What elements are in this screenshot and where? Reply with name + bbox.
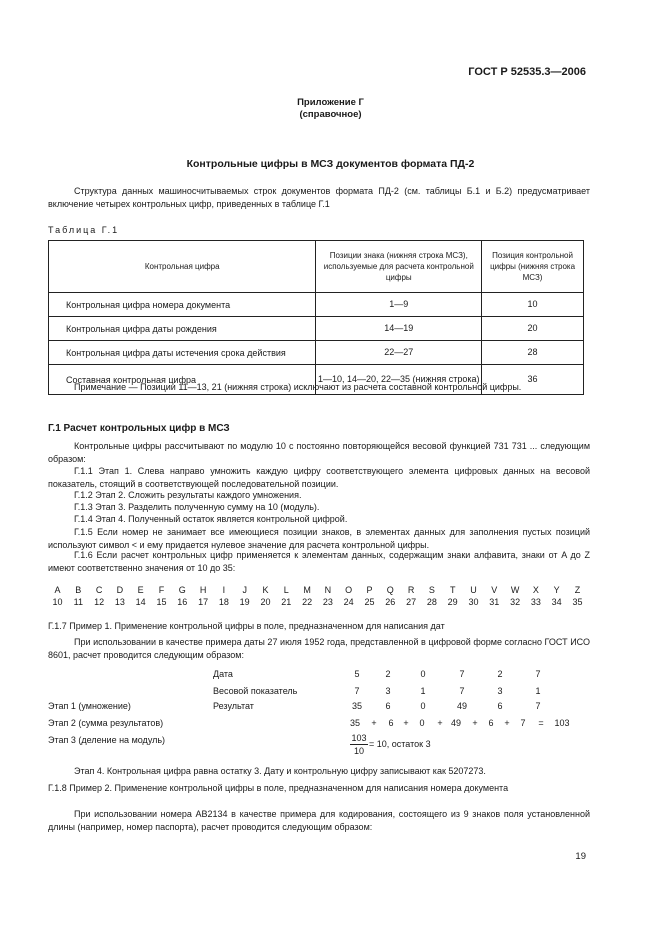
alphabet-value: 14 (135, 597, 146, 607)
alphabet-letter: D (116, 585, 124, 595)
table-header-row (49, 241, 584, 293)
table-cell: 1—10, 14—20, 22—35 (нижняя строка) (316, 365, 482, 395)
table-cell: 22—27 (316, 341, 482, 365)
division-result: = 10, остаток 3 (369, 739, 431, 749)
alphabet-value: 20 (260, 597, 271, 607)
calc-label-weight: Весовой показатель (213, 686, 298, 696)
example-1-title: Г.1.7 Пример 1. Применение контрольной цифры в поле, предназначенном для написания дат (48, 621, 445, 631)
alphabet-letters-row (48, 585, 588, 597)
alphabet-letter: J (242, 585, 247, 595)
alphabet-value: 24 (343, 597, 354, 607)
stage-3-label: Этап 3 (деление на модуль) (48, 735, 166, 745)
alphabet-letter: Q (386, 585, 394, 595)
alphabet-value: 29 (447, 597, 458, 607)
sum-term: 6 (388, 718, 394, 728)
alphabet-value: 32 (510, 597, 521, 607)
alphabet-value: 21 (281, 597, 292, 607)
alphabet-value: 30 (468, 597, 479, 607)
data-value: 7 (535, 669, 541, 679)
data-value: 7 (459, 669, 465, 679)
alphabet-letter: K (262, 585, 269, 595)
example-2-text: При использовании номера AB2134 в качестве примера для кодирования, состоящего из 9 знаков поля установленной длины (например, номер паспорта), расчет проводится следующим образом: (48, 809, 590, 832)
alphabet-letter: M (303, 585, 311, 595)
sum-term: = (538, 718, 544, 728)
alphabet-value: 19 (239, 597, 250, 607)
alphabet-value: 18 (218, 597, 229, 607)
page-number: 19 (575, 851, 586, 862)
calc-label-data: Дата (213, 669, 233, 679)
weight-value: 1 (420, 686, 426, 696)
alphabet-value: 34 (551, 597, 562, 607)
alphabet-letter: N (324, 585, 332, 595)
alphabet-letter: F (158, 585, 165, 595)
step-paragraph: Г.1.1 Этап 1. Слева направо умножить каждую цифру соответствующего элемента цифровых данных на весовой показатель, стоящий в соответствующей последовательной позиции. (48, 466, 590, 489)
data-value: 2 (385, 669, 391, 679)
alphabet-value: 17 (198, 597, 209, 607)
table-row (49, 293, 584, 317)
sum-term: + (437, 718, 443, 728)
weight-value: 7 (354, 686, 360, 696)
table-header-cell: Позиция контрольной цифры (нижняя строка МСЗ) (482, 241, 584, 293)
alphabet-letter: I (222, 585, 226, 595)
alphabet-letter: W (510, 585, 520, 595)
sum-term: 49 (450, 718, 461, 728)
table-cell: 28 (482, 341, 584, 365)
alphabet-value: 35 (572, 597, 583, 607)
table-cell: 36 (482, 365, 584, 395)
table-header-cell: Контрольная цифра (49, 241, 316, 293)
alphabet-letter: H (199, 585, 207, 595)
table-cell: Контрольная цифра номера документа (49, 293, 316, 317)
example-2-title: Г.1.8 Пример 2. Применение контрольной цифры в поле, предназначенном для написания номера документа (48, 783, 509, 793)
table-cell: 14—19 (316, 317, 482, 341)
alphabet-letter: T (449, 585, 456, 595)
table-cell: 20 (482, 317, 584, 341)
step-paragraph: Г.1.6 Если расчет контрольных цифр применяется к элементам данных, содержащим знаки алфавита, знаки от A до Z имеют соответственно значения от 10 до 35: (48, 550, 590, 573)
alphabet-letter: G (178, 585, 186, 595)
result-value: 35 (351, 701, 362, 711)
alphabet-letter: C (95, 585, 103, 595)
alphabet-letter: O (345, 585, 353, 595)
section-heading: Г.1 Расчет контрольных цифр в МСЗ (48, 423, 230, 434)
appendix-subtitle: (справочное) (299, 109, 362, 120)
division-fraction (350, 732, 368, 758)
result-value: 6 (385, 701, 391, 711)
document-id: ГОСТ Р 52535.3—2006 (468, 66, 586, 78)
sum-term: 7 (520, 718, 526, 728)
sum-term: 0 (419, 718, 425, 728)
intro-paragraph: Структура данных машиносчитываемых строк документов формата ПД-2 (см. таблицы Б.1 и Б.2) предусматривает включение четырех контрольных цифр, приведенных в таблице Г.1 (48, 186, 590, 209)
alphabet-values-row (48, 597, 588, 609)
alphabet-letter: L (283, 585, 289, 595)
alphabet-value: 13 (114, 597, 125, 607)
calc-label-result: Результат (213, 701, 254, 711)
alphabet-letter: B (75, 585, 82, 595)
table-header-cell: Позиции знака (нижняя строка МСЗ), используемые для расчета контрольной цифры (316, 241, 482, 293)
alphabet-value: 26 (385, 597, 396, 607)
check-digits-table (48, 240, 584, 395)
alphabet-value: 31 (489, 597, 500, 607)
fraction-denominator: 10 (353, 746, 364, 756)
sum-term: 6 (488, 718, 494, 728)
weight-value: 3 (385, 686, 391, 696)
sum-term: + (472, 718, 478, 728)
alphabet-value: 33 (530, 597, 541, 607)
alphabet-letter: Z (574, 585, 581, 595)
table-cell: 1—9 (316, 293, 482, 317)
stage-4-text: Этап 4. Контрольная цифра равна остатку 3. Дату и контрольную цифру записывают как 5207273. (74, 766, 486, 776)
data-value: 0 (420, 669, 426, 679)
alphabet-value: 23 (322, 597, 333, 607)
alphabet-letter: R (407, 585, 415, 595)
result-value: 49 (456, 701, 467, 711)
weight-value: 1 (535, 686, 541, 696)
data-value: 2 (497, 669, 503, 679)
result-value: 6 (497, 701, 503, 711)
alphabet-letter: V (491, 585, 498, 595)
step-paragraph: Г.1.3 Этап 3. Разделить полученную сумму на 10 (модуль). (74, 502, 320, 512)
alphabet-letter: P (366, 585, 373, 595)
appendix-title: Приложение Г (297, 97, 364, 108)
alphabet-value: 11 (73, 597, 83, 607)
weight-value: 3 (497, 686, 503, 696)
alphabet-value: 16 (177, 597, 188, 607)
table-row (49, 317, 584, 341)
alphabet-letter: S (428, 585, 435, 595)
alphabet-value: 25 (364, 597, 375, 607)
sum-term: 35 (349, 718, 360, 728)
alphabet-letter: E (137, 585, 144, 595)
sum-term: + (403, 718, 409, 728)
alphabet-value: 27 (406, 597, 417, 607)
weight-value: 7 (459, 686, 465, 696)
step-paragraph: Г.1.2 Этап 2. Сложить результаты каждого умножения. (74, 490, 302, 500)
data-value: 5 (354, 669, 360, 679)
alphabet-value: 22 (302, 597, 313, 607)
alphabet-value: 10 (52, 597, 63, 607)
sum-term: + (371, 718, 377, 728)
table-cell: 10 (482, 293, 584, 317)
example-1-text: При использовании в качестве примера даты 27 июля 1952 года, представленной в цифровой форме согласно ГОСТ ИСО 8601, расчет проводится следующим образом: (48, 637, 590, 660)
table-cell: Контрольная цифра даты рождения (49, 317, 316, 341)
alphabet-value: 15 (156, 597, 167, 607)
fraction-numerator: 103 (351, 733, 367, 743)
result-value: 0 (420, 701, 426, 711)
table-row (49, 341, 584, 365)
section-intro: Контрольные цифры рассчитывают по модулю 10 с постоянно повторяющейся весовой функцией 731 731 ... следующим образом: (48, 441, 590, 464)
table-note: Примечание — Позиции 11—13, 21 (нижняя строка) исключают из расчета составной контрольной цифры. (74, 382, 522, 392)
alphabet-value: 12 (94, 597, 105, 607)
table-caption: Таблица Г.1 (48, 225, 120, 235)
result-value: 7 (535, 701, 541, 711)
table-cell: Составная контрольная цифра (49, 365, 316, 395)
stage-1-label: Этап 1 (умножение) (48, 701, 131, 711)
alphabet-value: 28 (426, 597, 437, 607)
step-paragraph: Г.1.5 Если номер не занимает все имеющиеся позиции знаков, в элементах данных для заполнения пустых позиций используют символ < и ему придается нулевое значение для расчета контрольной цифры. (48, 527, 590, 550)
step-paragraph: Г.1.4 Этап 4. Полученный остаток является контрольной цифрой. (74, 514, 348, 524)
alphabet-letter: X (532, 585, 539, 595)
alphabet-letter: Y (553, 585, 560, 595)
stage-2-label: Этап 2 (сумма результатов) (48, 718, 164, 728)
alphabet-letter: A (54, 585, 61, 595)
sum-term: 103 (554, 718, 570, 728)
page-title: Контрольные цифры в МСЗ документов формата ПД-2 (186, 158, 475, 170)
alphabet-letter: U (470, 585, 477, 595)
table-cell: Контрольная цифра даты истечения срока действия (49, 341, 316, 365)
sum-term: + (504, 718, 510, 728)
